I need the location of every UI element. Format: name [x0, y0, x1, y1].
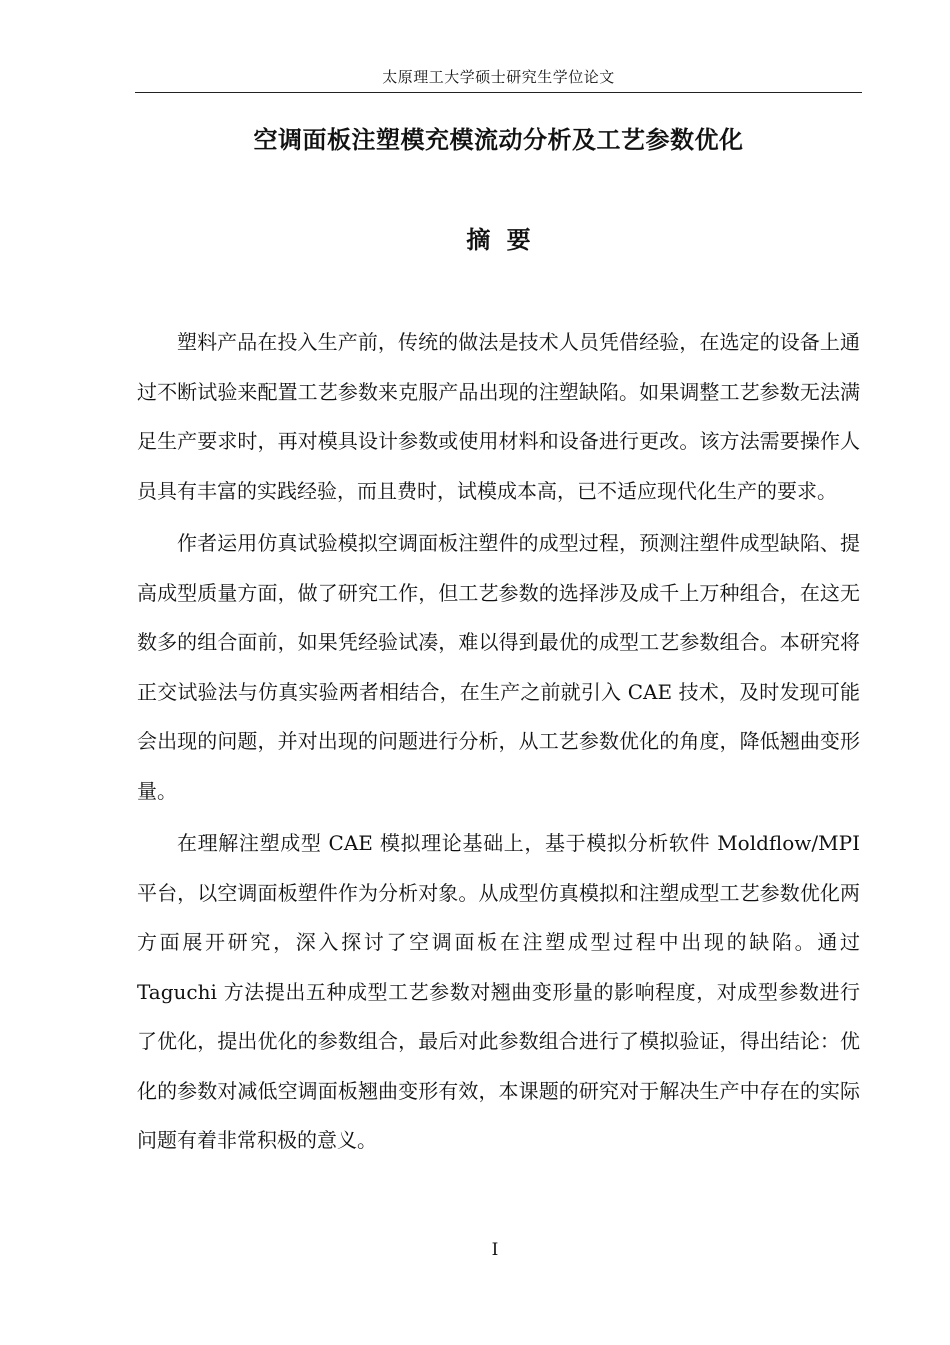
abstract-paragraph-1: 塑料产品在投入生产前，传统的做法是技术人员凭借经验，在选定的设备上通过不断试验来配置工艺参数来克服产品出现的注塑缺陷。如果调整工艺参数无法满足生产要求时，再对模具设计参数或使用材料和设备进行更改。该方法需要操作人员具有丰富的实践经验，而且费时，试模成本高，已不适应现代化生产的要求。: [137, 330, 860, 503]
thesis-title: 空调面板注塑模充模流动分析及工艺参数优化: [253, 126, 744, 154]
abstract-paragraph-2: 作者运用仿真试验模拟空调面板注塑件的成型过程，预测注塑件成型缺陷、提高成型质量方面，做了研究工作，但工艺参数的选择涉及成千上万种组合，在这无数多的组合面前，如果凭经验试凑，难以得到最优的成型工艺参数组合。本研究将正交试验法与仿真实验两者相结合，在生产之前就引入 CAE 技术，及时发现可能会出现的问题，并对出现的问题进行分析，从工艺参数优化的角度，降低翘曲变形量。: [137, 531, 860, 803]
abstract-body: [137, 318, 860, 1169]
abstract-heading: 摘 要: [466, 226, 531, 254]
running-header: 太原理工大学硕士研究生学位论文: [135, 62, 862, 93]
abstract-paragraph-3: 在理解注塑成型 CAE 模拟理论基础上，基于模拟分析软件 Moldflow/MPI 平台，以空调面板塑件作为分析对象。从成型仿真模拟和注塑成型工艺参数优化两方面展开研究，深入探讨了空调面板在注塑成型过程中出现的缺陷。通过 Taguchi 方法提出五种成型工艺参数对翘曲变形量的影响程度，对成型参数进行了优化，提出优化的参数组合，最后对此参数组合进行了模拟验证，得出结论：优化的参数对减低空调面板翘曲变形有效，本课题的研究对于解决生产中存在的实际问题有着非常积极的意义。: [137, 831, 860, 1152]
page-number: I: [491, 1240, 499, 1260]
